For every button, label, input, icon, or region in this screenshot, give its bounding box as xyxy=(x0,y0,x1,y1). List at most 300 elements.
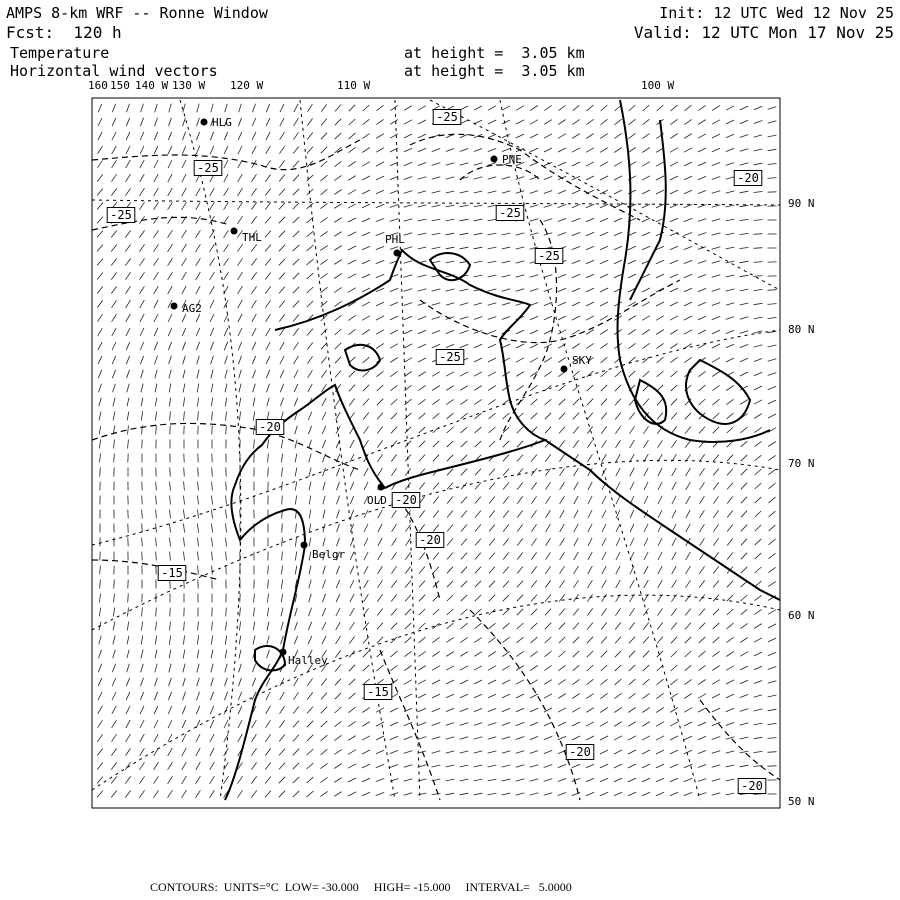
wind-vector xyxy=(642,722,650,727)
wind-vector xyxy=(516,344,524,348)
wind-vector xyxy=(210,790,215,798)
wind-vector xyxy=(155,398,157,407)
wind-vector xyxy=(279,791,285,798)
wind-vector xyxy=(280,692,285,700)
wind-vector xyxy=(224,146,228,154)
wind-vector xyxy=(348,246,356,250)
wind-vector xyxy=(196,748,200,756)
wind-vector xyxy=(154,202,159,210)
wind-vector xyxy=(169,678,172,687)
wind-vector xyxy=(376,246,384,249)
wind-vector xyxy=(629,426,634,433)
wind-vector xyxy=(253,370,256,378)
wind-vector xyxy=(237,258,242,265)
wind-vector xyxy=(684,736,692,740)
wind-vector xyxy=(252,146,256,154)
wind-vector xyxy=(390,765,398,768)
wind-vector xyxy=(754,262,763,263)
wind-vector xyxy=(334,204,342,209)
wind-vector xyxy=(433,567,439,574)
wind-vector xyxy=(391,468,396,475)
wind-vector xyxy=(307,245,314,251)
wind-vector xyxy=(350,552,354,560)
wind-vector xyxy=(224,328,228,336)
wind-vector xyxy=(488,219,497,221)
wind-vector xyxy=(530,330,538,334)
wind-vector xyxy=(168,776,173,784)
wind-vector xyxy=(238,188,243,196)
wind-vector xyxy=(754,276,763,277)
wind-vector xyxy=(684,260,692,263)
wind-vector xyxy=(362,778,370,782)
wind-vector xyxy=(224,230,229,237)
wind-vector xyxy=(615,622,621,629)
wind-vector xyxy=(378,454,383,461)
wind-vector xyxy=(184,538,185,547)
wind-vector xyxy=(460,708,468,711)
wind-vector xyxy=(196,314,200,322)
wind-vector xyxy=(238,720,242,728)
wind-vector xyxy=(309,580,311,589)
wind-vector xyxy=(126,300,131,308)
field-label-temperature: Temperature xyxy=(10,44,110,62)
wind-vector xyxy=(224,706,228,714)
wind-vector xyxy=(558,722,566,726)
wind-vector xyxy=(643,105,650,111)
wind-vector xyxy=(516,651,523,656)
wind-vector xyxy=(182,314,186,322)
wind-vector xyxy=(212,412,213,421)
wind-vector xyxy=(183,118,186,127)
wind-vector xyxy=(740,149,749,152)
wind-vector xyxy=(362,133,369,138)
wind-vector xyxy=(446,694,454,698)
wind-vector xyxy=(348,736,356,741)
wind-vector xyxy=(377,623,383,630)
wind-vector xyxy=(168,720,172,728)
wind-vector xyxy=(460,666,468,670)
wind-vector xyxy=(544,275,553,278)
wind-vector xyxy=(376,344,384,349)
wind-vector xyxy=(99,398,102,407)
wind-vector xyxy=(475,553,481,560)
wind-vector xyxy=(629,357,636,363)
wind-vector xyxy=(615,608,620,615)
wind-vector xyxy=(684,694,692,699)
wind-vector xyxy=(266,370,269,378)
wind-vector xyxy=(726,275,735,277)
station-label-old: OLD xyxy=(367,494,387,507)
wind-vector xyxy=(740,652,748,657)
wind-vector xyxy=(377,637,383,643)
wind-vector xyxy=(671,637,677,644)
wind-vector xyxy=(503,510,509,517)
wind-vector xyxy=(488,303,497,305)
wind-vector xyxy=(183,398,184,407)
wind-vector xyxy=(516,385,523,390)
wind-vector xyxy=(224,244,229,251)
wind-vector xyxy=(572,792,580,795)
wind-vector xyxy=(405,552,410,559)
wind-vector xyxy=(362,792,370,796)
wind-vector xyxy=(238,272,243,279)
wind-vector xyxy=(405,482,410,489)
wind-vector xyxy=(169,664,171,673)
wind-vector xyxy=(390,665,397,670)
wind-vector xyxy=(113,622,115,631)
wind-vector xyxy=(348,190,356,195)
wind-vector xyxy=(727,581,733,588)
station-labels xyxy=(182,116,592,667)
lon-label-160: 160 xyxy=(88,79,108,92)
wind-vector xyxy=(279,273,285,280)
wind-vector xyxy=(267,594,268,603)
wind-vector xyxy=(293,287,299,293)
wind-vector xyxy=(712,372,720,377)
wind-vector xyxy=(754,289,763,290)
wind-vector xyxy=(658,552,662,560)
wind-vector xyxy=(252,174,257,182)
wind-vector xyxy=(768,107,777,110)
wind-vector xyxy=(294,356,299,364)
wind-vector xyxy=(572,162,580,166)
wind-vector xyxy=(530,289,539,292)
wind-vector xyxy=(600,218,608,222)
wind-vector xyxy=(320,777,327,782)
wind-vector xyxy=(334,764,342,769)
wind-vector xyxy=(279,189,285,196)
wind-vector xyxy=(713,524,718,531)
wind-vector xyxy=(616,510,620,518)
wind-vector xyxy=(376,736,384,740)
contour-label: -20 xyxy=(737,171,759,185)
wind-vector xyxy=(364,566,368,574)
wind-vector xyxy=(488,275,497,277)
wind-vector xyxy=(321,735,328,741)
wind-vector xyxy=(418,275,427,277)
longitude-labels xyxy=(88,79,674,92)
wind-vector xyxy=(630,454,635,462)
wind-vector xyxy=(362,302,370,306)
wind-vector xyxy=(573,399,579,405)
wind-vector xyxy=(531,566,536,573)
wind-vector xyxy=(517,623,524,629)
wind-vector xyxy=(196,230,201,238)
wind-vector xyxy=(210,272,215,280)
wind-vector xyxy=(768,624,776,628)
wind-vector xyxy=(211,664,213,673)
wind-vector xyxy=(754,638,762,642)
wind-vector xyxy=(97,287,103,294)
wind-vector xyxy=(154,160,158,168)
wind-vector xyxy=(657,608,662,615)
map-title: AMPS 8-km WRF -- Ronne Window xyxy=(6,4,268,22)
wind-vector xyxy=(700,510,705,518)
wind-vector xyxy=(586,316,594,320)
wind-vector xyxy=(502,289,511,291)
wind-vector xyxy=(154,132,157,140)
wind-vector xyxy=(307,356,312,363)
wind-vector xyxy=(545,566,550,573)
wind-vector xyxy=(378,468,383,476)
wind-vector xyxy=(295,552,296,561)
wind-vector xyxy=(293,777,300,783)
wind-vector xyxy=(560,482,565,490)
wind-vector xyxy=(293,217,300,223)
wind-vector xyxy=(671,651,677,657)
wind-vector xyxy=(404,191,413,194)
wind-vector xyxy=(586,330,594,335)
wind-vector xyxy=(616,482,620,490)
wind-vector xyxy=(391,385,398,391)
wind-vector xyxy=(768,681,777,683)
wind-vector xyxy=(446,637,453,642)
wind-vector xyxy=(586,343,593,348)
wind-vector xyxy=(309,510,311,519)
wind-vector xyxy=(614,274,622,278)
wind-vector xyxy=(321,133,327,140)
wind-vector xyxy=(517,510,522,517)
wind-vector xyxy=(432,191,441,193)
wind-vector xyxy=(460,219,469,221)
wind-vector xyxy=(307,329,313,336)
wind-vector xyxy=(197,692,200,700)
wind-vector xyxy=(488,289,497,291)
wind-vector xyxy=(685,651,692,657)
wind-vector xyxy=(336,566,339,574)
wind-vector xyxy=(713,567,719,574)
wind-vector xyxy=(656,330,664,335)
wind-vector xyxy=(726,708,734,711)
wind-vector xyxy=(112,720,117,728)
wind-vector xyxy=(390,219,399,222)
wind-vector xyxy=(254,440,255,449)
wind-vector xyxy=(308,622,311,630)
wind-vector xyxy=(586,778,594,781)
wind-vector xyxy=(644,482,648,490)
wind-vector xyxy=(727,553,733,560)
wind-vector xyxy=(530,708,538,712)
wind-vector xyxy=(531,637,538,643)
wind-vector xyxy=(293,721,299,728)
lat-label-50n: 50 N xyxy=(788,795,815,808)
wind-vector xyxy=(99,650,102,659)
wind-vector xyxy=(98,720,103,728)
wind-vector xyxy=(432,666,440,671)
wind-vector xyxy=(322,412,326,420)
wind-vector xyxy=(295,482,296,491)
wind-vector xyxy=(405,566,410,573)
wind-vector xyxy=(629,651,635,658)
wind-vector xyxy=(404,233,413,235)
wind-vector xyxy=(279,314,284,321)
wind-vector xyxy=(210,706,214,714)
wind-vector xyxy=(726,163,735,166)
wind-vector xyxy=(530,344,538,348)
wind-vector xyxy=(362,218,370,222)
wind-vector xyxy=(376,274,384,277)
wind-vector xyxy=(99,440,100,449)
wind-vector xyxy=(279,160,284,167)
wind-vector xyxy=(156,608,157,617)
wind-vector xyxy=(377,651,384,657)
wind-vector xyxy=(474,233,483,235)
wind-vector xyxy=(321,370,326,377)
wind-vector xyxy=(349,119,356,125)
wind-vector xyxy=(139,230,144,237)
wind-vector xyxy=(210,692,213,700)
wind-vector xyxy=(295,608,298,617)
wind-vector xyxy=(254,594,255,603)
wind-vector xyxy=(391,399,398,405)
wind-vector xyxy=(112,314,117,322)
wind-vector xyxy=(307,763,314,769)
wind-vector xyxy=(334,735,341,740)
wind-vector xyxy=(726,106,734,110)
contour-label: -20 xyxy=(741,779,763,793)
wind-vector xyxy=(210,230,215,238)
wind-vector xyxy=(239,384,241,393)
wind-vector xyxy=(405,581,411,588)
wind-vector xyxy=(182,748,186,756)
wind-vector xyxy=(196,216,201,224)
wind-vector xyxy=(700,482,705,489)
wind-vector xyxy=(418,134,426,138)
wind-vector xyxy=(225,104,228,113)
wind-vector xyxy=(226,524,227,533)
wind-vector xyxy=(294,636,297,644)
wind-vector xyxy=(337,524,340,533)
wind-vector xyxy=(531,496,536,503)
wind-vector xyxy=(281,454,282,463)
wind-vector xyxy=(295,440,297,449)
wind-vector xyxy=(600,162,608,166)
wind-vector xyxy=(531,609,537,615)
wind-vector xyxy=(323,468,326,477)
wind-vector xyxy=(684,288,692,292)
wind-vector xyxy=(198,468,199,477)
wind-vector xyxy=(488,344,496,348)
wind-vector xyxy=(658,440,663,447)
wind-vector xyxy=(112,370,115,378)
wind-vector xyxy=(545,454,551,461)
wind-vector xyxy=(198,538,199,547)
wind-vector xyxy=(530,106,538,111)
wind-vector xyxy=(600,343,607,348)
wind-vector xyxy=(698,233,707,236)
wind-vector xyxy=(239,622,240,631)
wind-vector xyxy=(224,776,229,784)
wind-vector xyxy=(670,722,678,726)
wind-vector xyxy=(672,482,676,490)
wind-vector xyxy=(600,736,608,740)
wind-vector xyxy=(210,776,215,784)
wind-vector xyxy=(323,482,325,491)
wind-vector xyxy=(155,356,158,365)
wind-vector xyxy=(170,496,171,505)
wind-vector xyxy=(169,636,170,645)
wind-vector xyxy=(279,720,284,727)
wind-vector xyxy=(391,580,396,587)
wind-vector xyxy=(516,275,525,277)
wind-vector xyxy=(198,622,199,631)
wind-vector xyxy=(362,204,370,208)
wind-vector xyxy=(168,188,173,196)
wind-vector xyxy=(712,303,720,306)
wind-vector xyxy=(516,793,525,795)
wind-vector xyxy=(348,778,356,782)
wind-vector xyxy=(294,118,299,126)
wind-vector xyxy=(211,104,213,113)
wind-vector xyxy=(769,553,776,559)
wind-vector xyxy=(754,666,762,670)
wind-vector xyxy=(502,275,511,277)
wind-vector xyxy=(99,426,101,435)
wind-vector xyxy=(614,792,622,796)
wind-vector xyxy=(685,594,690,601)
wind-vector xyxy=(516,680,524,684)
wind-vector xyxy=(225,636,226,645)
wind-vector xyxy=(97,748,103,755)
wind-vector xyxy=(630,440,635,448)
wind-vector xyxy=(670,344,677,349)
wind-vector xyxy=(390,105,397,110)
wind-vector xyxy=(516,694,524,698)
wind-vector xyxy=(98,104,102,112)
wind-vector xyxy=(601,119,608,125)
wind-vector xyxy=(629,637,635,644)
wind-vector xyxy=(544,148,552,152)
wind-vector xyxy=(503,455,509,462)
wind-vector xyxy=(489,469,495,476)
wind-vector xyxy=(432,219,441,221)
wind-vector xyxy=(348,288,356,293)
wind-vector xyxy=(544,191,552,194)
wind-vector xyxy=(460,331,468,334)
wind-vector xyxy=(128,440,129,449)
wind-vector xyxy=(586,288,594,292)
wind-vector xyxy=(97,791,103,798)
wind-vector xyxy=(698,665,705,670)
wind-vector xyxy=(546,510,551,518)
wind-vector xyxy=(154,776,159,783)
wind-vector xyxy=(489,441,495,447)
wind-vector xyxy=(671,623,677,630)
wind-vector xyxy=(226,426,227,435)
wind-vector xyxy=(503,553,509,560)
wind-vector xyxy=(712,793,721,795)
wind-vector xyxy=(741,441,748,447)
wind-vector xyxy=(474,177,483,179)
wind-vector xyxy=(574,510,578,518)
wind-vector xyxy=(642,162,650,167)
wind-vector xyxy=(502,737,511,740)
wind-vector xyxy=(170,622,171,631)
wind-vector xyxy=(488,177,497,179)
wind-vector xyxy=(698,261,707,264)
wind-vector xyxy=(335,665,341,672)
wind-vector xyxy=(768,414,776,418)
wind-vector xyxy=(404,344,412,348)
wind-vector xyxy=(418,737,427,740)
wind-vector xyxy=(489,553,495,560)
wind-vector xyxy=(560,538,565,546)
wind-vector xyxy=(672,468,677,476)
wind-vector xyxy=(727,623,734,629)
wind-vector xyxy=(643,679,650,685)
wind-vector xyxy=(516,372,524,377)
wind-vector xyxy=(446,303,455,305)
